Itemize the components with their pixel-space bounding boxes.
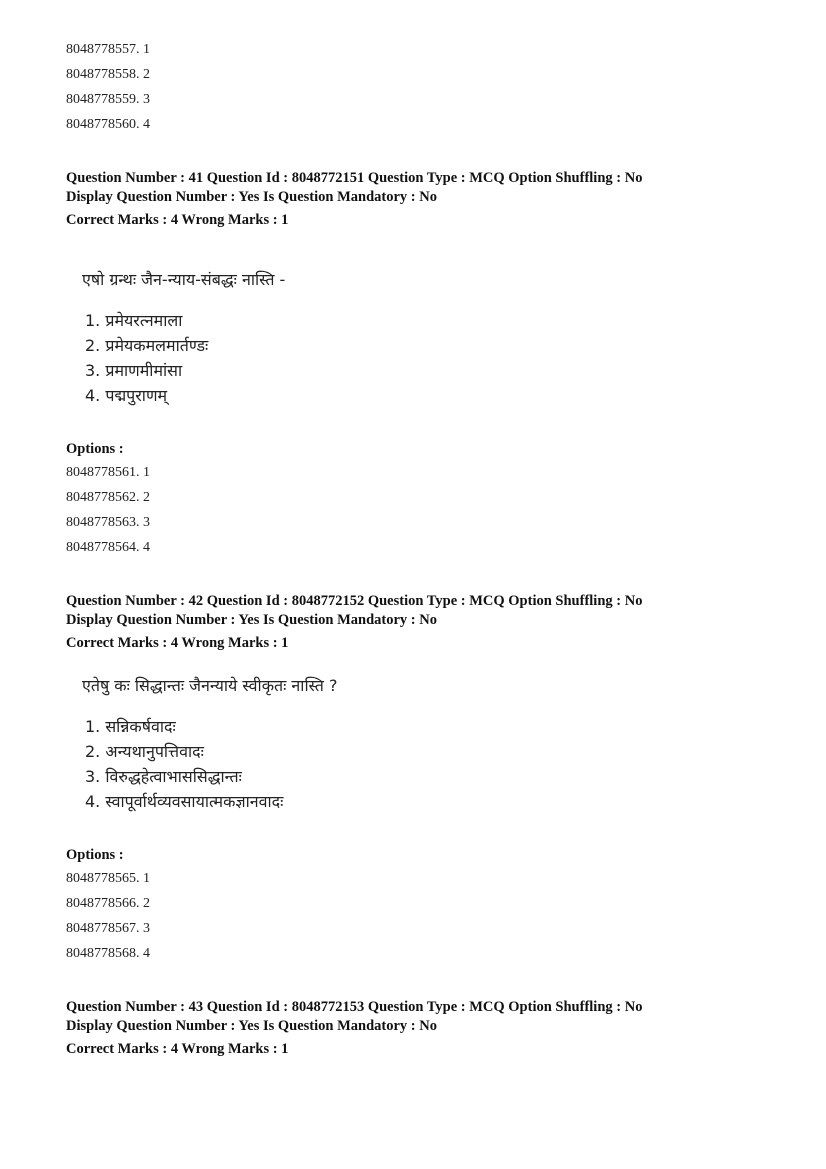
option-line: 8048778560. 4: [66, 117, 150, 132]
question-42-choice: 4. स्वापूर्वार्थव्यवसायात्मकज्ञानवादः: [85, 792, 284, 811]
question-43-marks: Correct Marks : 4 Wrong Marks : 1: [66, 1041, 289, 1057]
option-line: 8048778558. 2: [66, 67, 150, 82]
option-line: 8048778557. 1: [66, 42, 150, 57]
question-41-choice: 2. प्रमेयकमलमार्तण्डः: [85, 336, 209, 355]
question-41-choice: 4. पद्मपुराणम्: [85, 386, 168, 405]
question-42-choice: 2. अन्यथानुपत्तिवादः: [85, 742, 204, 761]
question-43-header-line2: Display Question Number : Yes Is Question Mandatory : No: [66, 1018, 437, 1034]
question-41-stem: एषो ग्रन्थः जैन-न्याय-संबद्धः नास्ति -: [82, 270, 286, 289]
question-41-choice: 1. प्रमेयरत्नमाला: [85, 311, 183, 330]
option-line: 8048778561. 1: [66, 465, 150, 480]
option-line: 8048778563. 3: [66, 515, 150, 530]
option-line: 8048778559. 3: [66, 92, 150, 107]
option-line: 8048778567. 3: [66, 921, 150, 936]
option-line: 8048778564. 4: [66, 540, 150, 555]
question-43-header-line1: Question Number : 43 Question Id : 8048772153 Question Type : MCQ Option Shuffling : No: [66, 999, 643, 1015]
option-line: 8048778562. 2: [66, 490, 150, 505]
question-41-header-line1: Question Number : 41 Question Id : 8048772151 Question Type : MCQ Option Shuffling : No: [66, 170, 643, 186]
question-42-options-label: Options :: [66, 847, 124, 863]
question-42-marks: Correct Marks : 4 Wrong Marks : 1: [66, 635, 289, 651]
option-line: 8048778565. 1: [66, 871, 150, 886]
question-42-stem: एतेषु कः सिद्धान्तः जैनन्याये स्वीकृतः नास्ति ?: [82, 676, 338, 695]
option-line: 8048778568. 4: [66, 946, 150, 961]
question-42-choice: 3. विरुद्धहेत्वाभाससिद्धान्तः: [85, 767, 242, 786]
question-42-choice: 1. सन्निकर्षवादः: [85, 717, 176, 736]
question-42-header-line2: Display Question Number : Yes Is Question Mandatory : No: [66, 612, 437, 628]
question-41-options-label: Options :: [66, 441, 124, 457]
question-41-header-line2: Display Question Number : Yes Is Question Mandatory : No: [66, 189, 437, 205]
question-41-choice: 3. प्रमाणमीमांसा: [85, 361, 183, 380]
question-42-header-line1: Question Number : 42 Question Id : 8048772152 Question Type : MCQ Option Shuffling : No: [66, 593, 643, 609]
question-41-marks: Correct Marks : 4 Wrong Marks : 1: [66, 212, 289, 228]
option-line: 8048778566. 2: [66, 896, 150, 911]
